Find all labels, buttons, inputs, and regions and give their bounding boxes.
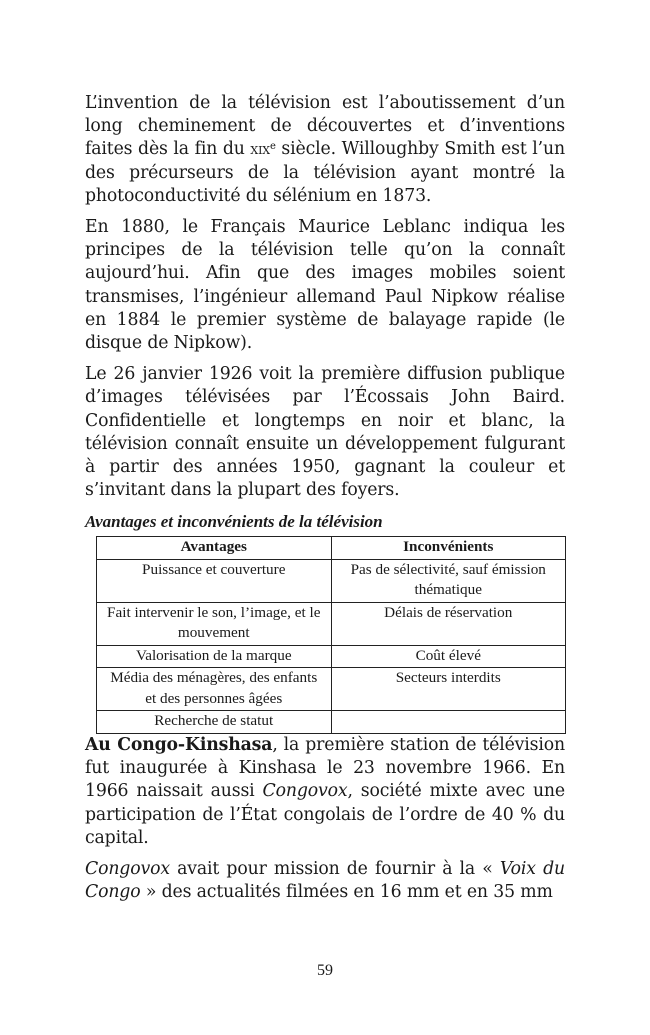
table-cell: Valorisation de la marque: [97, 645, 332, 668]
table-caption: Avantages et inconvénients de la télévision: [85, 512, 383, 532]
congovox-name: Congovox: [262, 781, 348, 802]
congovox-text-a: avait pour mission de fournir à la «: [169, 858, 500, 879]
century-numeral: xix: [250, 140, 270, 159]
congo-text-b: , société mixte avec une participation de l’État congolais de l’ordre de 40 % du capital.: [85, 781, 565, 848]
table-row: [97, 559, 566, 602]
congovox-name-2: Congovox: [85, 858, 170, 879]
table-row: [97, 602, 566, 645]
table-cell: Puissance et couverture: [97, 559, 332, 602]
table-cell: Recherche de statut: [97, 711, 332, 734]
table-cell: Secteurs interdits: [331, 668, 566, 711]
congo-heading: Au Congo-Kinshasa: [85, 734, 273, 755]
table-row: [97, 711, 566, 734]
advantages-table: [96, 536, 566, 734]
paragraph-congo: [85, 734, 565, 850]
table-cell: Fait intervenir le son, l’image, et le mouvement: [97, 602, 332, 645]
table-cell: Média des ménagères, des enfants et des personnes âgées: [97, 668, 332, 711]
congovox-text-b: » des actualités filmées en 16 mm et en 35 mm: [140, 882, 553, 903]
voix-du-congo: Voix du Congo: [85, 858, 565, 903]
paragraph-congovox: [85, 858, 565, 904]
paragraph-intro: [85, 92, 565, 208]
century-superscript: e: [269, 141, 276, 153]
table-header-row: [97, 537, 566, 560]
table-row: [97, 668, 566, 711]
table-cell: [331, 711, 566, 734]
page-number: 59: [317, 962, 333, 979]
table-row: [97, 645, 566, 668]
paragraph-leblanc: En 1880, le Français Maurice Leblanc indiqua les principes de la télévision telle qu’on la connaît aujourd’hui. Afin que des images mobiles soient transmises, l’ingénieur allemand Paul Nipkow réalise en 1884 le premier système de balayage rapide (le disque de Nipkow).: [85, 217, 565, 354]
intro-text-a: L’invention de la télévision est l’aboutissement d’un long cheminement de découvertes et d’inventions faites dès la fin du: [85, 93, 565, 160]
header-avantages: Avantages: [97, 537, 332, 560]
paragraph-baird: Le 26 janvier 1926 voit la première diffusion publique d’images télévisées par l’Écossais John Baird. Confidentielle et longtemps en noir et blanc, la télévision connaît ensuite un développement fulgurant à partir des années 1950, gagnant la couleur et s’invitant dans la plupart des foyers.: [85, 364, 565, 501]
page-body: [85, 92, 565, 912]
intro-text-b: siècle. Willoughby Smith est l’un des précurseurs de la télévision ayant montré la photoconductivité du sélénium en 1873.: [85, 139, 565, 206]
congo-text-a: , la première station de télévision fut inaugurée à Kinshasa le 23 novembre 1966. En 1966 naissait aussi: [85, 734, 565, 802]
table-cell: Coût élevé: [331, 645, 566, 668]
header-inconvenients: Inconvénients: [331, 537, 566, 560]
table-cell: Délais de réservation: [331, 602, 566, 645]
table-cell: Pas de sélectivité, sauf émission thématique: [331, 559, 566, 602]
